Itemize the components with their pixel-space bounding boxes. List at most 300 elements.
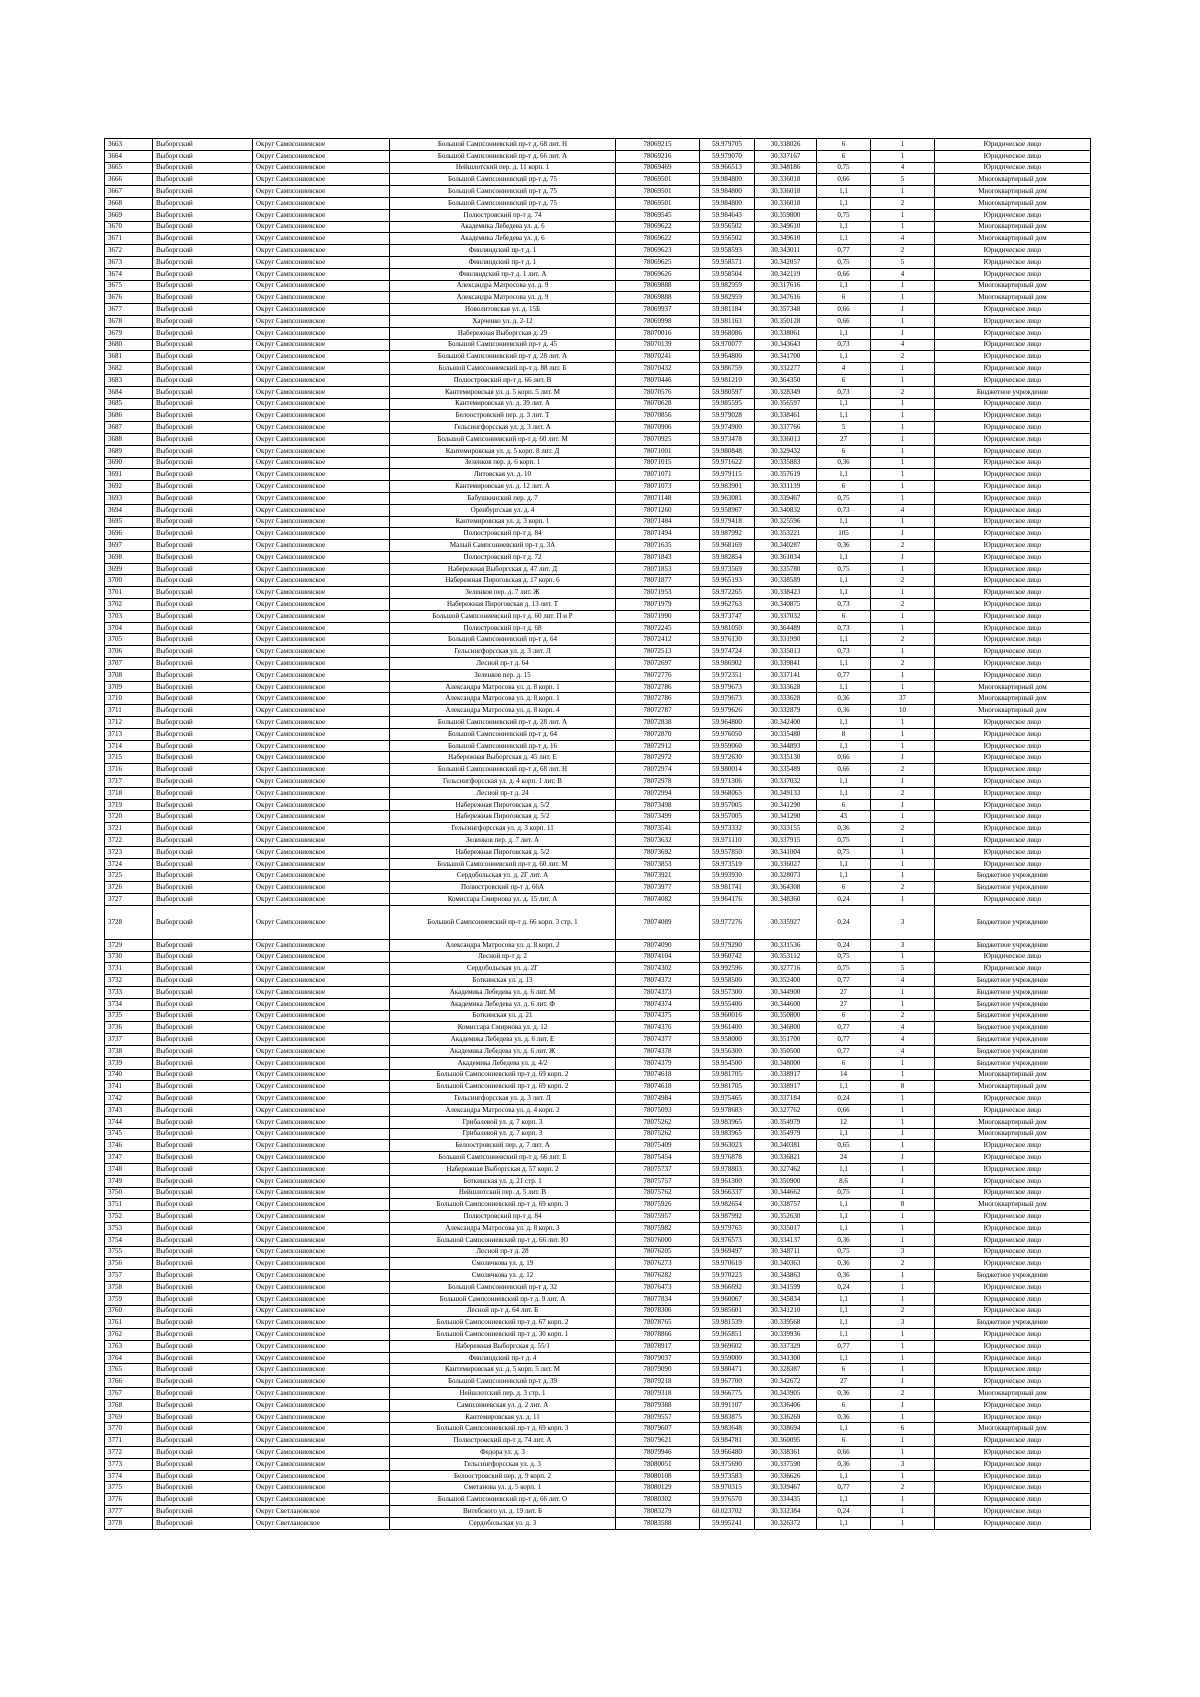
district-cell: Выборгский [153, 846, 253, 858]
count-cell: 1 [871, 280, 935, 292]
municipality-cell: Округ Сампсониевское [253, 1293, 390, 1305]
count-cell: 1 [871, 315, 935, 327]
municipality-cell: Округ Сампсониевское [253, 846, 390, 858]
consumer-type-cell: Юридическое лицо [935, 858, 1091, 870]
municipality-cell: Округ Сампсониевское [253, 1329, 390, 1341]
address-cell: Кантемировская ул. д. 5 корп. 8 лит. Д [390, 445, 616, 457]
count-cell: 1 [871, 1293, 935, 1305]
address-cell: Академика Лебедева ул. д. 6 лит. Ж [390, 1045, 616, 1057]
address-cell: Оренбургская ул. д. 4 [390, 504, 616, 516]
district-cell: Выборгский [153, 1470, 253, 1482]
latitude-cell: 59.964800 [700, 351, 755, 363]
code-cell: 78074376 [616, 1022, 700, 1034]
address-cell: Набережная Пироговская д. 5/2 [390, 799, 616, 811]
area-cell: 0,75 [817, 1246, 871, 1258]
longitude-cell: 30.338423 [755, 587, 817, 599]
area-cell: 27 [817, 986, 871, 998]
latitude-cell: 59.971110 [700, 835, 755, 847]
code-cell: 78069625 [616, 256, 700, 268]
row-number: 3712 [105, 717, 153, 729]
district-cell: Выборгский [153, 905, 253, 939]
code-cell: 78073541 [616, 823, 700, 835]
consumer-type-cell: Многоквартирный дом [935, 693, 1091, 705]
municipality-cell: Округ Сампсониевское [253, 551, 390, 563]
code-cell: 78080051 [616, 1458, 700, 1470]
longitude-cell: 30.342400 [755, 717, 817, 729]
code-cell: 78076282 [616, 1270, 700, 1282]
consumer-type-cell: Бюджетное учреждение [935, 870, 1091, 882]
row-number: 3670 [105, 221, 153, 233]
consumer-type-cell: Многоквартирный дом [935, 1081, 1091, 1093]
area-cell: 5 [817, 422, 871, 434]
area-cell: 6 [817, 1364, 871, 1376]
municipality-cell: Округ Сампсониевское [253, 1199, 390, 1211]
area-cell: 0,66 [817, 752, 871, 764]
area-cell: 12 [817, 1116, 871, 1128]
latitude-cell: 59.966775 [700, 1388, 755, 1400]
area-cell: 1,1 [817, 1211, 871, 1223]
area-cell: 6 [817, 292, 871, 304]
row-number: 3762 [105, 1329, 153, 1341]
row-number: 3763 [105, 1340, 153, 1352]
row-number: 3737 [105, 1034, 153, 1046]
municipality-cell: Округ Сампсониевское [253, 998, 390, 1010]
area-cell: 0,36 [817, 1388, 871, 1400]
row-number: 3705 [105, 634, 153, 646]
count-cell: 1 [871, 221, 935, 233]
district-cell: Выборгский [153, 268, 253, 280]
code-cell: 78073921 [616, 870, 700, 882]
district-cell: Выборгский [153, 1305, 253, 1317]
table-row [105, 1234, 1091, 1246]
latitude-cell: 59.961300 [700, 1175, 755, 1187]
code-cell: 78079607 [616, 1423, 700, 1435]
row-number: 3715 [105, 752, 153, 764]
consumer-type-cell: Юридическое лицо [935, 1187, 1091, 1199]
area-cell: 6 [817, 481, 871, 493]
latitude-cell: 59.973332 [700, 823, 755, 835]
municipality-cell: Округ Сампсониевское [253, 693, 390, 705]
table-row [105, 646, 1091, 658]
latitude-cell: 59.971306 [700, 776, 755, 788]
latitude-cell: 59.979705 [700, 139, 755, 151]
table-row [105, 787, 1091, 799]
row-number: 3736 [105, 1022, 153, 1034]
consumer-type-cell: Многоквартирный дом [935, 186, 1091, 198]
count-cell: 1 [871, 610, 935, 622]
table-row [105, 1470, 1091, 1482]
table-row [105, 433, 1091, 445]
code-cell: 78072245 [616, 622, 700, 634]
municipality-cell: Округ Сампсониевское [253, 963, 390, 975]
count-cell: 1 [871, 646, 935, 658]
address-cell: Гельсингфорсская ул. д. 3 корп. 11 [390, 823, 616, 835]
consumer-type-cell: Юридическое лицо [935, 622, 1091, 634]
count-cell: 1 [871, 445, 935, 457]
table-row [105, 315, 1091, 327]
table-row [105, 445, 1091, 457]
area-cell: 6 [817, 1435, 871, 1447]
address-cell: Александра Матросова ул. д. 8 корп. 1 [390, 693, 616, 705]
latitude-cell: 59.966692 [700, 1281, 755, 1293]
row-number: 3764 [105, 1352, 153, 1364]
consumer-type-cell: Юридическое лицо [935, 398, 1091, 410]
count-cell: 5 [871, 174, 935, 186]
municipality-cell: Округ Сампсониевское [253, 1246, 390, 1258]
latitude-cell: 59.966513 [700, 162, 755, 174]
latitude-cell: 59.958967 [700, 504, 755, 516]
district-cell: Выборгский [153, 1376, 253, 1388]
row-number: 3776 [105, 1494, 153, 1506]
address-cell: Белоостровский пер. д. 3 лит. Т [390, 410, 616, 422]
latitude-cell: 59.979290 [700, 939, 755, 951]
row-number: 3755 [105, 1246, 153, 1258]
row-number: 3750 [105, 1187, 153, 1199]
row-number: 3697 [105, 540, 153, 552]
district-cell: Выборгский [153, 728, 253, 740]
address-cell: Александра Матросова ул. д. 9 [390, 280, 616, 292]
longitude-cell: 30.341290 [755, 811, 817, 823]
district-cell: Выборгский [153, 1034, 253, 1046]
consumer-type-cell: Бюджетное учреждение [935, 905, 1091, 939]
count-cell: 4 [871, 233, 935, 245]
row-number: 3703 [105, 610, 153, 622]
area-cell: 0,36 [817, 457, 871, 469]
code-cell: 78074082 [616, 894, 700, 906]
district-cell: Выборгский [153, 1175, 253, 1187]
district-cell: Выборгский [153, 221, 253, 233]
longitude-cell: 30.336821 [755, 1152, 817, 1164]
area-cell: 1,1 [817, 717, 871, 729]
municipality-cell: Округ Сампсониевское [253, 1045, 390, 1057]
area-cell: 0,36 [817, 693, 871, 705]
latitude-cell: 59.970315 [700, 1482, 755, 1494]
longitude-cell: 30.328387 [755, 1364, 817, 1376]
consumer-type-cell: Юридическое лицо [935, 764, 1091, 776]
code-cell: 78076205 [616, 1246, 700, 1258]
count-cell: 1 [871, 587, 935, 599]
row-number: 3668 [105, 197, 153, 209]
row-number: 3669 [105, 209, 153, 221]
district-cell: Выборгский [153, 445, 253, 457]
address-cell: Набережная Выборгская д. 29 [390, 327, 616, 339]
table-row [105, 540, 1091, 552]
count-cell: 1 [871, 457, 935, 469]
district-cell: Выборгский [153, 280, 253, 292]
table-row [105, 905, 1091, 939]
consumer-type-cell: Юридическое лицо [935, 1222, 1091, 1234]
address-cell: Набережная Выборгская д. 47 лит. Д [390, 563, 616, 575]
longitude-cell: 30.337167 [755, 150, 817, 162]
district-cell: Выборгский [153, 882, 253, 894]
code-cell: 78074372 [616, 975, 700, 987]
table-row [105, 1411, 1091, 1423]
municipality-cell: Округ Сампсониевское [253, 811, 390, 823]
row-number: 3667 [105, 186, 153, 198]
code-cell: 78083279 [616, 1506, 700, 1518]
longitude-cell: 30.335013 [755, 646, 817, 658]
district-cell: Выборгский [153, 740, 253, 752]
table-row [105, 894, 1091, 906]
consumer-type-cell: Юридическое лицо [935, 1447, 1091, 1459]
latitude-cell: 59.980014 [700, 764, 755, 776]
table-row [105, 1199, 1091, 1211]
latitude-cell: 59.960067 [700, 1293, 755, 1305]
row-number: 3770 [105, 1423, 153, 1435]
row-number: 3727 [105, 894, 153, 906]
area-cell: 1,1 [817, 233, 871, 245]
area-cell: 0,36 [817, 1234, 871, 1246]
latitude-cell: 59.981184 [700, 304, 755, 316]
address-cell: Полюстровский пр-т д. 72 [390, 551, 616, 563]
row-number: 3685 [105, 398, 153, 410]
consumer-type-cell: Юридическое лицо [935, 1470, 1091, 1482]
code-cell: 78070576 [616, 386, 700, 398]
address-cell: Большой Сампсониевский пр-т д. 75 [390, 174, 616, 186]
latitude-cell: 59.956502 [700, 221, 755, 233]
table-row [105, 162, 1091, 174]
count-cell: 1 [871, 1281, 935, 1293]
district-cell: Выборгский [153, 551, 253, 563]
count-cell: 1 [871, 398, 935, 410]
municipality-cell: Округ Сампсониевское [253, 975, 390, 987]
count-cell: 2 [871, 823, 935, 835]
table-row [105, 882, 1091, 894]
municipality-cell: Округ Сампсониевское [253, 1399, 390, 1411]
consumer-type-cell: Юридическое лицо [935, 150, 1091, 162]
consumer-type-cell: Многоквартирный дом [935, 174, 1091, 186]
latitude-cell: 59.970619 [700, 1258, 755, 1270]
area-cell: 0,24 [817, 1281, 871, 1293]
district-cell: Выборгский [153, 1340, 253, 1352]
register-sheet [104, 138, 1090, 1530]
count-cell: 1 [871, 846, 935, 858]
address-cell: Зеленков пер. д. 15 [390, 669, 616, 681]
area-cell: 0,77 [817, 1482, 871, 1494]
address-cell: Большой Сампсониевский пр-т д. 30 корп. 1 [390, 1329, 616, 1341]
count-cell: 1 [871, 717, 935, 729]
consumer-type-cell: Юридическое лицо [935, 587, 1091, 599]
row-number: 3732 [105, 975, 153, 987]
code-cell: 78078306 [616, 1305, 700, 1317]
area-cell: 0,73 [817, 646, 871, 658]
latitude-cell: 59.972265 [700, 587, 755, 599]
latitude-cell: 59.992596 [700, 963, 755, 975]
consumer-type-cell: Юридическое лицо [935, 658, 1091, 670]
municipality-cell: Округ Сампсониевское [253, 197, 390, 209]
row-number: 3754 [105, 1234, 153, 1246]
count-cell: 1 [871, 740, 935, 752]
municipality-cell: Округ Сампсониевское [253, 1482, 390, 1494]
area-cell: 1,1 [817, 740, 871, 752]
district-cell: Выборгский [153, 986, 253, 998]
address-cell: Александра Матросова ул. д. 9 [390, 292, 616, 304]
row-number: 3675 [105, 280, 153, 292]
longitude-cell: 30.329432 [755, 445, 817, 457]
district-cell: Выборгский [153, 1069, 253, 1081]
table-row [105, 599, 1091, 611]
address-cell: Лесной пр-т д. 64 лит. Б [390, 1305, 616, 1317]
longitude-cell: 30.336269 [755, 1411, 817, 1423]
latitude-cell: 59.966480 [700, 1447, 755, 1459]
longitude-cell: 30.340832 [755, 504, 817, 516]
count-cell: 1 [871, 728, 935, 740]
table-row [105, 1435, 1091, 1447]
table-row [105, 764, 1091, 776]
latitude-cell: 59.958500 [700, 975, 755, 987]
address-cell: Нейшлотский пер. д. 3 стр. 1 [390, 1388, 616, 1400]
count-cell: 1 [871, 1222, 935, 1234]
latitude-cell: 59.987992 [700, 528, 755, 540]
area-cell: 1,1 [817, 681, 871, 693]
municipality-cell: Округ Сампсониевское [253, 1364, 390, 1376]
latitude-cell: 59.959060 [700, 740, 755, 752]
row-number: 3671 [105, 233, 153, 245]
latitude-cell: 59.984800 [700, 174, 755, 186]
code-cell: 78074374 [616, 998, 700, 1010]
municipality-cell: Округ Сампсониевское [253, 1081, 390, 1093]
municipality-cell: Округ Сампсониевское [253, 610, 390, 622]
longitude-cell: 30.333155 [755, 823, 817, 835]
municipality-cell: Округ Сампсониевское [253, 174, 390, 186]
municipality-cell: Округ Сампсониевское [253, 1435, 390, 1447]
latitude-cell: 59.981741 [700, 882, 755, 894]
row-number: 3765 [105, 1364, 153, 1376]
latitude-cell: 59.969602 [700, 1340, 755, 1352]
address-cell: Александра Матросова ул. д. 4 корп. 2 [390, 1104, 616, 1116]
municipality-cell: Округ Сампсониевское [253, 563, 390, 575]
code-cell: 78078765 [616, 1317, 700, 1329]
municipality-cell: Округ Сампсониевское [253, 233, 390, 245]
row-number: 3721 [105, 823, 153, 835]
longitude-cell: 30.341004 [755, 846, 817, 858]
municipality-cell: Округ Сампсониевское [253, 304, 390, 316]
district-cell: Выборгский [153, 681, 253, 693]
address-cell: Гельсингфорсская ул. д. 3 лит. Л [390, 1093, 616, 1105]
count-cell: 3 [871, 1458, 935, 1470]
longitude-cell: 30.339841 [755, 658, 817, 670]
address-cell: Большой Сампсониевский пр-т д. 66 лит. Ю [390, 1234, 616, 1246]
municipality-cell: Округ Сампсониевское [253, 905, 390, 939]
code-cell: 78071979 [616, 599, 700, 611]
longitude-cell: 30.348000 [755, 1057, 817, 1069]
district-cell: Выборгский [153, 1199, 253, 1211]
count-cell: 1 [871, 669, 935, 681]
count-cell: 2 [871, 764, 935, 776]
longitude-cell: 30.336626 [755, 1470, 817, 1482]
longitude-cell: 30.335927 [755, 905, 817, 939]
table-row [105, 139, 1091, 151]
row-number: 3773 [105, 1458, 153, 1470]
row-number: 3695 [105, 516, 153, 528]
row-number: 3691 [105, 469, 153, 481]
code-cell: 78074104 [616, 951, 700, 963]
area-cell: 1,1 [817, 469, 871, 481]
code-cell: 78072776 [616, 669, 700, 681]
longitude-cell: 30.332277 [755, 363, 817, 375]
code-cell: 78074984 [616, 1093, 700, 1105]
district-cell: Выборгский [153, 469, 253, 481]
row-number: 3693 [105, 492, 153, 504]
longitude-cell: 30.332879 [755, 705, 817, 717]
row-number: 3718 [105, 787, 153, 799]
latitude-cell: 59.957300 [700, 986, 755, 998]
area-cell: 0,75 [817, 835, 871, 847]
table-row [105, 998, 1091, 1010]
code-cell: 78074375 [616, 1010, 700, 1022]
table-row [105, 186, 1091, 198]
row-number: 3743 [105, 1104, 153, 1116]
code-cell: 78075762 [616, 1187, 700, 1199]
consumer-type-cell: Юридическое лицо [935, 540, 1091, 552]
municipality-cell: Округ Сампсониевское [253, 339, 390, 351]
district-cell: Выборгский [153, 398, 253, 410]
count-cell: 2 [871, 575, 935, 587]
count-cell: 1 [871, 622, 935, 634]
address-cell: Смолячкова ул. д. 12 [390, 1270, 616, 1282]
district-cell: Выборгский [153, 1234, 253, 1246]
consumer-type-cell: Многоквартирный дом [935, 705, 1091, 717]
count-cell: 1 [871, 752, 935, 764]
address-cell: Александра Матросова ул. д. 8 корп. 1 [390, 681, 616, 693]
area-cell: 0,66 [817, 764, 871, 776]
count-cell: 1 [871, 1069, 935, 1081]
municipality-cell: Округ Сампсониевское [253, 1352, 390, 1364]
count-cell: 1 [871, 1116, 935, 1128]
longitude-cell: 30.350500 [755, 1045, 817, 1057]
municipality-cell: Округ Сампсониевское [253, 1305, 390, 1317]
address-cell: Гельсингфорсская ул. д. 3 лит. А [390, 422, 616, 434]
address-cell: Большой Сампсониевский пр-т д. 75 [390, 197, 616, 209]
district-cell: Выборгский [153, 1447, 253, 1459]
longitude-cell: 30.344600 [755, 998, 817, 1010]
table-row [105, 1364, 1091, 1376]
table-row [105, 622, 1091, 634]
area-cell: 6 [817, 610, 871, 622]
consumer-type-cell: Юридическое лицо [935, 811, 1091, 823]
municipality-cell: Округ Сампсониевское [253, 622, 390, 634]
district-cell: Выборгский [153, 752, 253, 764]
consumer-type-cell: Юридическое лицо [935, 963, 1091, 975]
longitude-cell: 30.352400 [755, 975, 817, 987]
consumer-type-cell: Юридическое лицо [935, 846, 1091, 858]
table-row [105, 528, 1091, 540]
address-cell: Сметанова ул. д. 5 корп. 1 [390, 1482, 616, 1494]
consumer-type-cell: Бюджетное учреждение [935, 386, 1091, 398]
longitude-cell: 30.334137 [755, 1234, 817, 1246]
consumer-type-cell: Юридическое лицо [935, 752, 1091, 764]
area-cell: 1,1 [817, 1293, 871, 1305]
area-cell: 0,73 [817, 386, 871, 398]
code-cell: 78069888 [616, 292, 700, 304]
district-cell: Выборгский [153, 481, 253, 493]
consumer-type-cell: Многоквартирный дом [935, 1199, 1091, 1211]
latitude-cell: 59.968169 [700, 540, 755, 552]
latitude-cell: 59.973583 [700, 1470, 755, 1482]
count-cell: 1 [871, 776, 935, 788]
district-cell: Выборгский [153, 197, 253, 209]
area-cell: 0,75 [817, 1187, 871, 1199]
municipality-cell: Округ Сампсониевское [253, 1388, 390, 1400]
district-cell: Выборгский [153, 599, 253, 611]
longitude-cell: 30.337141 [755, 669, 817, 681]
address-cell: Большой Сампсониевский пр-т д. 60 лит. М [390, 858, 616, 870]
row-number: 3724 [105, 858, 153, 870]
area-cell: 1,1 [817, 1470, 871, 1482]
latitude-cell: 59.972630 [700, 752, 755, 764]
count-cell: 1 [871, 1494, 935, 1506]
consumer-type-cell: Юридическое лицо [935, 363, 1091, 375]
